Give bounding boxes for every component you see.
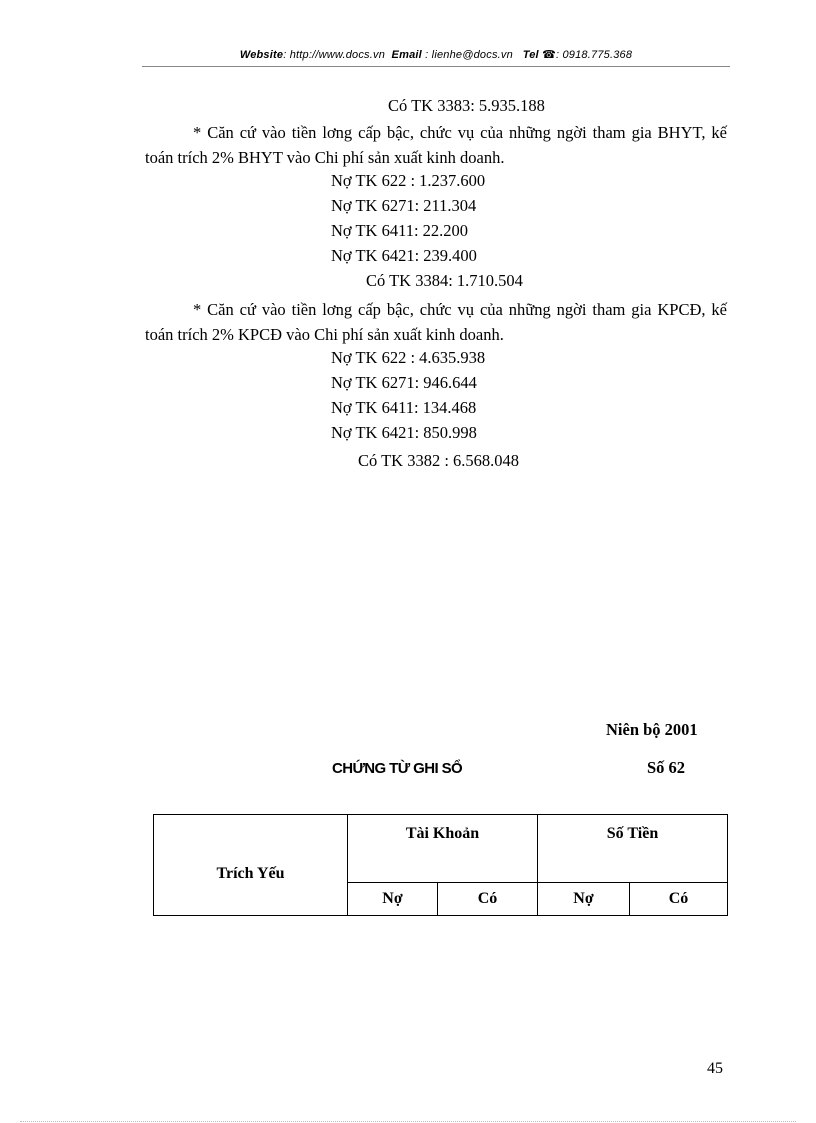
tel-label: Tel xyxy=(522,49,539,61)
paragraph-bhyt: * Căn cứ vào tiền lơng cấp bậc, chức vụ của những ngời tham gia BHYT, kế toán trích 2% BHYT vào Chi phí sản xuất kinh doanh. xyxy=(145,123,727,167)
bhyt-entry: Nợ TK 622 : 1.237.600 xyxy=(331,171,486,190)
form-title: CHỨNG TỪ GHI SỔ xyxy=(332,760,463,777)
kpcd-entry: Nợ TK 6271: 946.644 xyxy=(331,373,477,392)
header-divider xyxy=(142,66,730,67)
credit-line-3383: Có TK 3383: 5.935.188 xyxy=(388,96,545,115)
tel-value: : 0918.775.368 xyxy=(555,49,633,61)
kpcd-entry: Nợ TK 6411: 134.468 xyxy=(331,398,477,417)
bhyt-entry: Nợ TK 6271: 211.304 xyxy=(331,196,477,215)
fiscal-year: Niên bộ 2001 xyxy=(606,720,698,739)
paragraph-kpcd: * Căn cứ vào tiền lơng cấp bậc, chức vụ của những ngời tham gia KPCĐ, kế toán trích 2% KPCĐ vào Chi phí sản xuất kinh doanh. xyxy=(145,300,727,344)
header-account: Tài Khoản xyxy=(348,815,538,883)
kpcd-entry: Nợ TK 6421: 850.998 xyxy=(331,423,477,442)
phone-icon: ☎ xyxy=(542,49,556,61)
bhyt-credit: Có TK 3384: 1.710.504 xyxy=(366,271,523,290)
page-header xyxy=(142,48,730,61)
website-value: : http://www.docs.vn xyxy=(283,49,386,61)
header-amount-debit: Nợ xyxy=(538,883,630,916)
kpcd-credit: Có TK 3382 : 6.568.048 xyxy=(358,451,520,470)
bhyt-entry: Nợ TK 6421: 239.400 xyxy=(331,246,477,265)
header-summary: Trích Yếu xyxy=(154,815,348,916)
email-label: Email xyxy=(391,49,422,61)
header-amount-credit: Có xyxy=(630,883,728,916)
header-account-credit: Có xyxy=(438,883,538,916)
page-number: 45 xyxy=(707,1060,723,1077)
header-amount: Số Tiền xyxy=(538,815,728,883)
bhyt-entry: Nợ TK 6411: 22.200 xyxy=(331,221,469,240)
ledger-table xyxy=(153,814,728,916)
voucher-number: Số 62 xyxy=(647,758,686,777)
kpcd-entry: Nợ TK 622 : 4.635.938 xyxy=(331,348,486,367)
email-value: : lienhe@docs.vn xyxy=(425,49,513,61)
footer-divider xyxy=(20,1121,796,1122)
header-account-debit: Nợ xyxy=(348,883,438,916)
website-label: Website xyxy=(239,49,284,61)
